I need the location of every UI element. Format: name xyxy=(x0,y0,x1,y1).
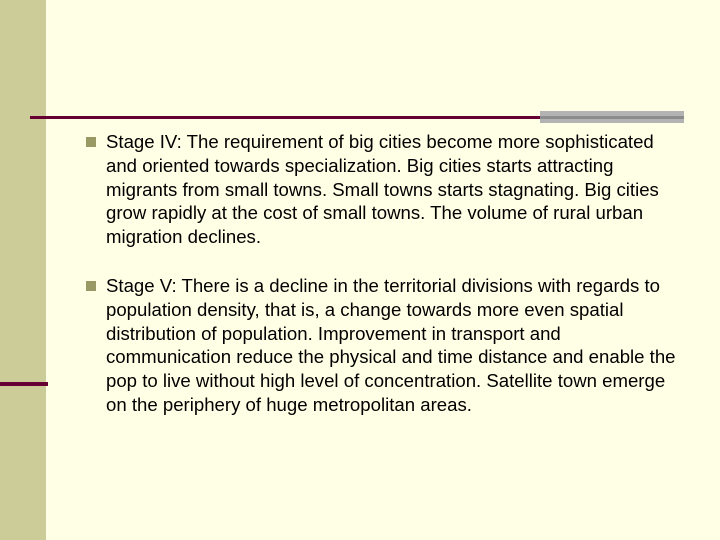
bullet-stage-v xyxy=(84,274,684,417)
title-rule-highlight-inner xyxy=(540,116,684,119)
slide-body xyxy=(84,130,684,442)
square-bullet-icon xyxy=(86,137,96,147)
left-band-accent-rule xyxy=(0,382,48,386)
left-decorative-band xyxy=(0,0,46,540)
bullet-stage-iv xyxy=(84,130,684,249)
square-bullet-icon xyxy=(86,281,96,291)
bullet-text: Stage V: There is a decline in the territorial divisions with regards to population density, that is, a change towards more even spatial distribution of population. Improvement in transport and communication reduce the physical and time distance and enable the pop to live without high level of concentration. Satellite town emerge on the periphery of huge metropolitan areas. xyxy=(106,274,676,415)
bullet-text: Stage IV: The requirement of big cities become more sophisticated and oriented towards specialization. Big cities starts attracting migrants from small towns. Small towns starts stagnating. Big cities grow rapidly at the cost of small towns. The volume of rural urban migration declines. xyxy=(106,131,659,248)
